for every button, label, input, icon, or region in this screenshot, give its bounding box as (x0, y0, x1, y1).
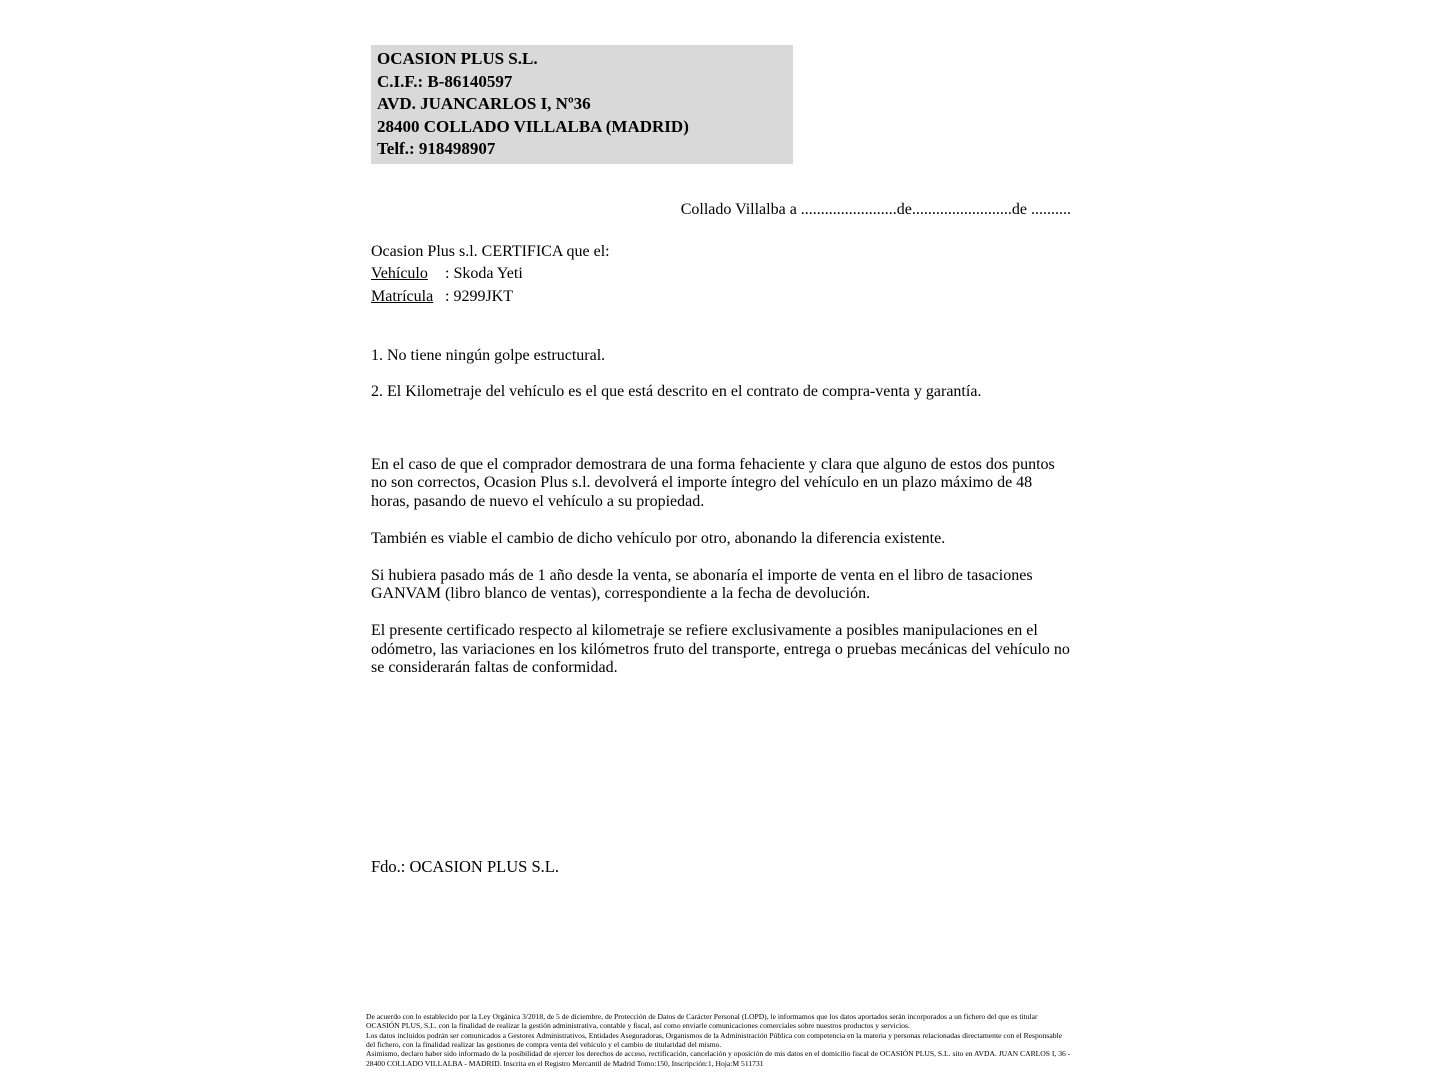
paragraph-refund: En el caso de que el comprador demostrara de una forma fehaciente y clara que alguno de estos dos puntos no son correctos, Ocasion Plus s.l. devolverá el importe íntegro del vehículo en un plazo máximo de 48 horas, pasando de nuevo el vehículo a su propiedad. (371, 455, 1055, 511)
company-name: OCASION PLUS S.L. (377, 49, 538, 68)
paragraph-exchange: También es viable el cambio de dicho vehículo por otro, abonando la diferencia existente. (371, 529, 946, 547)
legal-paragraph-data-share: Los datos incluidos podrán ser comunicados a Gestores Administrativos, Entidades Aseguradoras, Organismos de la Administración Pública con competencia en la materia y personas relacionadas directamente con el Responsable del fichero, con la finalidad realizar las gestiones de compra venta del vehículo y el cambio de titularidad del mismo. (366, 1030, 1062, 1050)
certificate-document (366, 45, 1071, 1068)
paragraph-ganvam: Si hubiera pasado más de 1 año desde la venta, se abonaría el importe de venta en el libro de tasaciones GANVAM (libro blanco de ventas), correspondiente a la fecha de devolución. (371, 566, 1033, 603)
point-mileage: 2. El Kilometraje del vehículo es el que está descrito en el contrato de compra-venta y garantía. (371, 383, 982, 401)
signature-line: Fdo.: OCASION PLUS S.L. (371, 857, 559, 877)
field-matricula-value: : 9299JKT (445, 287, 513, 305)
certification-intro: Ocasion Plus s.l. CERTIFICA que el: (371, 242, 610, 260)
legal-footer (366, 1012, 1072, 1068)
field-matricula (371, 286, 1071, 308)
legal-paragraph-lopd: De acuerdo con lo establecido por la Ley Orgánica 3/2018, de 5 de diciembre, de Protección de Datos de Carácter Personal (LOPD), le informamos que los datos aportados serán incorporados a un fichero del que es titular OCASIÓN PLUS, S.L. con la finalidad de realizar la gestión administrativa, contable y fiscal, así como enviarle comunicaciones comerciales sobre nuestros productos y servicios. (366, 1012, 1038, 1031)
company-phone: Telf.: 918498907 (377, 139, 496, 159)
company-city: 28400 COLLADO VILLALBA (MADRID) (377, 116, 689, 136)
field-vehiculo-label: Vehículo (371, 265, 428, 283)
date-line: Collado Villalba a ........................de.........................de .......... (680, 200, 1071, 218)
company-address: AVD. JUANCARLOS I, Nº36 (377, 94, 591, 114)
legal-paragraph-rights: Asimismo, declaro haber sido informado de la posibilidad de ejercer los derechos de acceso, rectificación, cancelación y oposición de mis datos en el domicilio fiscal de OCASIÓN PLUS, S.L. sito en AVDA. JUAN CARLOS I, 36 - 28400 COLLADO VILLALBA - MADRID. Inscrita en el Registro Mercantil de Madrid Tomo:150, Inscripción:1, Hoja:M 511731 (366, 1049, 1071, 1068)
company-cif: C.I.F.: B-86140597 (377, 71, 513, 91)
point-structural-damage: 1. No tiene ningún golpe estructural. (371, 347, 606, 365)
certification-block (371, 241, 1071, 308)
field-vehiculo (371, 263, 1071, 285)
paragraph-odometer: El presente certificado respecto al kilometraje se refiere exclusivamente a posibles manipulaciones en el odómetro, las variaciones en los kilómetros fruto del transporte, entrega o pruebas mecánicas del vehículo no se considerarán faltas de conformidad. (371, 621, 1070, 677)
company-header-box (371, 45, 793, 164)
field-vehiculo-value: : Skoda Yeti (445, 265, 523, 283)
field-matricula-label: Matrícula (371, 287, 434, 305)
